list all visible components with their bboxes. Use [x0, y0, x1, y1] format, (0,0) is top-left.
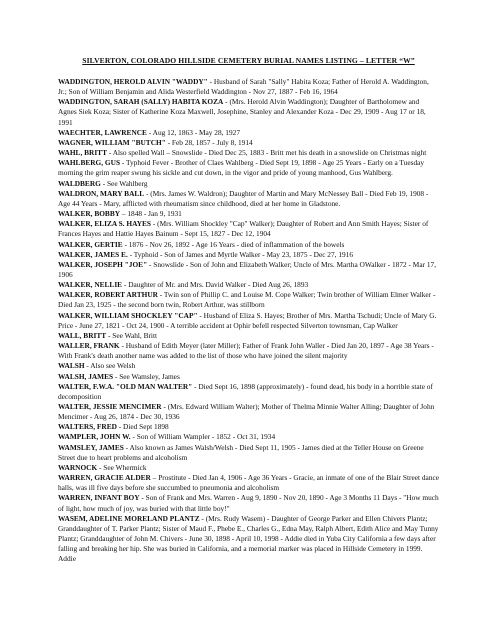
burial-entry	[58, 148, 439, 158]
burial-entry	[58, 290, 439, 310]
burial-entry-details: - Son of Frank and Mrs. Warren - Aug 9, 1890 - Nov 20, 1890 - Age 3 Months 11 Days - "How much of light, how much of joy, was buried with that little boy!"	[58, 493, 439, 513]
burial-entry-name: WALKER, ROBERT ARTHUR	[58, 290, 158, 300]
burial-entry-name: WALL, BRITT	[58, 330, 107, 340]
burial-entry	[58, 361, 439, 371]
burial-entry-name: WAGNER, WILLIAM "BUTCH"	[58, 137, 166, 147]
burial-entry-name: WALKER, JAMES E.	[58, 249, 128, 259]
burial-entry-details: - See Wamsley, James	[113, 371, 180, 381]
burial-entry-details: - Husband of Sarah "Sally" Habita Koza; Father of Herold A. Waddington, Jr.; Son of William Benjamin and Alida Westerfield Waddington - Nov 27, 1887 - Feb 16, 1964	[58, 77, 429, 97]
burial-entry-details: - See Whermick	[97, 462, 147, 472]
burial-entry	[58, 189, 439, 209]
burial-entry	[58, 179, 439, 189]
burial-entry-details: - Daughter of Mr. and Mrs. David Walker - Died Aug 26, 1893	[122, 280, 309, 290]
burial-entry-details: – 1848 - Jan 9, 1931	[120, 209, 182, 219]
burial-entry-name: WAHL, BRITT	[58, 148, 107, 158]
burial-entry-name: WALTER, JESSIE MENCIMER	[58, 402, 162, 411]
burial-entry-details: - (Mrs. Rudy Wasem) - Daughter of George Parker and Ellen Chivers Plantz; Granddaughter of T. Parker Plantz; Sister of Maud F., Phebe E., Charles G., Edna May, Ralph Albert, Edith Alice and May Tunny Plantz; Granddaughter of John M. Chivers - June 30, 1898 - April 10, 1998 - Addie died in Yuba City California a few days after falling and breaking her hip. She was buried in California, and a memorial marker was placed in Hillside Cemetery in 1999. Addie	[58, 513, 439, 564]
burial-entry	[58, 311, 439, 331]
burial-entry-name: WADDINGTON, SARAH (SALLY) HABITA KOZA	[58, 97, 224, 107]
burial-entry-name: WALKER, ELIZA S. HAYES	[58, 219, 151, 229]
burial-entry-details: - 1876 - Nov 26, 1892 - Age 16 Years - died of inflammation of the bowels	[122, 239, 345, 249]
burial-entry-details: – Prostitute - Died Jan 4, 1906 - Age 36 Years - Gracie, an inmate of one of the Blair Street dance halls, was ill five days before she succumbed to pneumonia and alcoholism	[58, 473, 440, 493]
burial-entry-name: WALKER, BOBBY	[58, 209, 121, 219]
burial-entry	[58, 77, 439, 97]
burial-entry-details: - Typhoid - Son of James and Myrtle Walker - May 23, 1875 - Dec 27, 1916	[127, 249, 354, 259]
burial-entry-name: WALSH, JAMES	[58, 371, 114, 381]
burial-entry	[58, 341, 439, 361]
burial-entry-details: - Twin son of Phillip C. and Louise M. Cope Walker; Twin brother of William Elmer Walker - Died Jan 23, 1925 - the second born twin, Robert Arthur, was stillborn	[58, 290, 436, 310]
burial-entry-details: - Died Sept 1898	[116, 422, 169, 432]
burial-entry-name: WALKER, NELLIE	[58, 280, 123, 290]
burial-entries-list	[58, 77, 439, 565]
burial-entry	[58, 128, 439, 138]
burial-entry-name: WALDBERG	[58, 178, 101, 188]
burial-entry-name: WALTERS, FRED	[58, 422, 117, 432]
burial-entry-name: WADDINGTON, HEROLD ALVIN "WADDY"	[58, 77, 208, 86]
burial-entry-name: WASEM, ADELINE MORELAND PLANTZ	[58, 513, 200, 523]
burial-entry-details: - Feb 28, 1857 - July 8, 1914	[165, 137, 253, 147]
burial-entry	[58, 422, 439, 432]
burial-entry	[58, 402, 439, 422]
burial-entry-details: - See Wahl, Britt	[106, 330, 158, 340]
burial-entry-name: WARREN, GRACIE ALDER	[58, 473, 151, 483]
burial-entry	[58, 443, 439, 463]
burial-entry-details: - Also spelled Wall – Snowslide - Died Dec 25, 1883 - Britt met his death in a snowslide on Christmas night	[106, 148, 427, 158]
burial-entry-details: - See Wahlberg	[100, 178, 148, 188]
burial-entry	[58, 463, 439, 473]
burial-entry-name: WAMPLER, JOHN W.	[58, 432, 131, 442]
burial-entry-details: - Typhoid Fever - Brother of Claes Wahlberg - Died Sept 19, 1898 - Age 25 Years - Early on a Tuesday morning the grim reaper swung his sickle and cut down, in the vigor and pride of young manhood, Gus Wahlberg.	[58, 158, 425, 178]
burial-entry-details: - Also known as James Walsh/Welsh - Died Sept 11, 1905 - James died at the Teller House on Greene Street due to heart problems and alcoholism	[58, 442, 424, 462]
burial-entry-details: - Husband of Edith Meyer (later Miller); Father of Frank John Waller - Died Jan 20, 1897 - Age 38 Years - With Frank's death another name was added to the list of those who have joined the silent majority	[58, 341, 434, 361]
burial-entry	[58, 138, 439, 148]
burial-entry-name: WALDRON, MARY BALL	[58, 188, 145, 198]
burial-entry-name: WALKER, JOSEPH "JOE"	[58, 259, 148, 269]
burial-entry-details: - Husband of Eliza S. Hayes; Brother of Mrs. Martha Tschudi; Uncle of Mary G. Price - June 27, 1821 - Oct 24, 1900 - A terrible accident at Ophir befell respected Silverton townsman, Cap Walker	[58, 310, 437, 330]
burial-entry	[58, 97, 439, 127]
burial-entry-name: WALTER, F.W.A. "OLD MAN WALTER"	[58, 381, 193, 391]
burial-entry-name: WAMSLEY, JAMES	[58, 442, 124, 452]
burial-entry-details: - Died Sept 16, 1898 (approximately) - found dead, his body in a horrible state of decomposition	[58, 381, 433, 401]
burial-entry	[58, 372, 439, 382]
burial-entry	[58, 209, 439, 219]
burial-entry	[58, 514, 439, 565]
burial-entry	[58, 158, 439, 178]
burial-entry-name: WALSH	[58, 361, 85, 371]
burial-entry-details: - Aug 12, 1863 - May 28, 1927	[146, 127, 240, 137]
burial-entry-name: WALKER, GERTIE	[58, 239, 123, 249]
burial-entry-name: WAECHTER, LAWRENCE	[58, 127, 147, 137]
burial-entry-name: WARNOCK	[58, 462, 98, 472]
burial-entry-details: - Snowslide - Son of John and Elizabeth Walker; Uncle of Mrs. Martha OWalker - 1872 - Mar 17, 1906	[58, 259, 437, 279]
burial-entry-details: - (Mrs. William Shockley "Cap" Walker); Daughter of Robert and Ann Smith Hayes; Sister of Frances Hayes and Hattie Hayes Bainum - Sept 15, 1827 - Dec 12, 1904	[58, 219, 429, 239]
burial-entry	[58, 240, 439, 250]
burial-entry	[58, 280, 439, 290]
burial-entry-name: WARREN, INFANT BOY	[58, 493, 140, 503]
burial-entry-name: WALKER, WILLIAM SHOCKLEY "CAP"	[58, 310, 198, 320]
burial-entry-details: - Son of William Wampler - 1852 - Oct 31, 1934	[130, 432, 276, 442]
burial-entry-name: WAHLBERG, GUS	[58, 158, 121, 168]
burial-entry	[58, 473, 439, 493]
burial-entry-details: - (Mrs. Edward William Walter); Mother of Thelma Minnie Walter Alling; Daughter of John Mencimer - Aug 26, 1874 - Dec 30, 1936	[58, 402, 435, 422]
burial-entry	[58, 260, 439, 280]
burial-entry	[58, 250, 439, 260]
burial-entry	[58, 219, 439, 239]
burial-entry	[58, 382, 439, 402]
burial-entry-details: - Also see Welsh	[84, 361, 136, 371]
burial-entry	[58, 432, 439, 442]
burial-entry-details: - (Mrs. Herold Alvin Waddington); Daughter of Bartholomew and Agnes Siek Koza; Sister of Katherine Koza Maxwell, Josephine, Stanley and Alexander Koza - Dec 29, 1909 - Aug 17 or 18, 1991	[58, 97, 426, 127]
burial-entry-name: WALLER, FRANK	[58, 341, 120, 351]
burial-entry-details: - (Mrs. James W. Waldron); Daughter of Martin and Mary McNessey Ball - Died Feb 19, 1908 - Age 44 Years - Mary, afflicted with rheumatism since childhood, died at her home in Gladstone.	[58, 188, 429, 208]
document-title: SILVERTON, COLORADO HILLSIDE CEMETERY BURIAL NAMES LISTING – LETTER “W”	[82, 56, 415, 65]
burial-entry	[58, 331, 439, 341]
burial-entry	[58, 493, 439, 513]
